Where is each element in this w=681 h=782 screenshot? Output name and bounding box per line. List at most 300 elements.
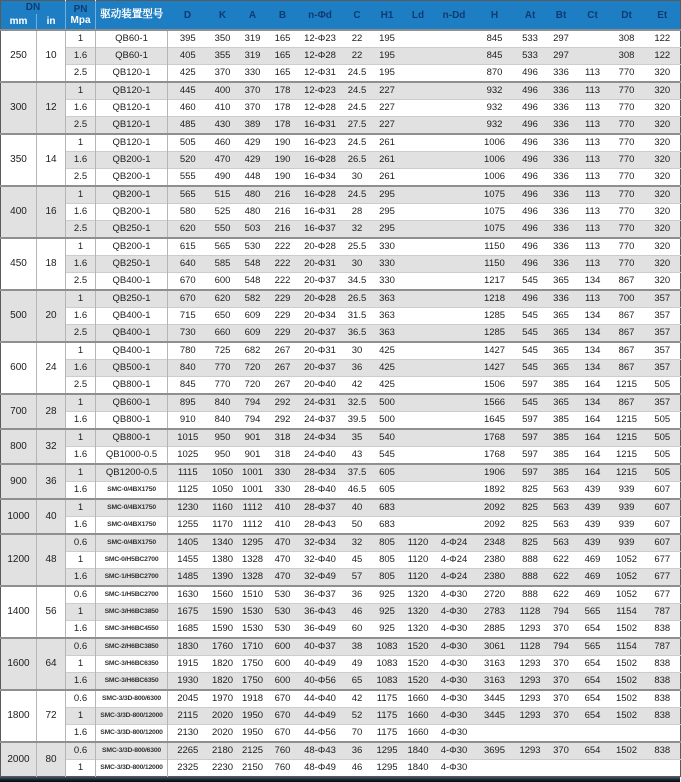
cell-B: 410	[268, 499, 298, 517]
cell-model: QB200-1	[96, 186, 168, 204]
cell-Et: 320	[645, 273, 681, 291]
table-row	[1, 256, 681, 273]
cell-pn: 0.6	[66, 586, 96, 604]
cell-Dt: 770	[609, 117, 645, 135]
cell-model: SMC-1/H5BC2700	[96, 569, 168, 587]
cell-H1: 261	[372, 169, 403, 187]
cell-Ld	[403, 30, 434, 48]
cell-n-Dd: 4-Φ30	[434, 656, 475, 673]
cell-C: 37.5	[343, 464, 372, 482]
cell-H: 3163	[475, 673, 515, 691]
cell-D: 1255	[168, 517, 208, 535]
cell-n-Dd: 4-Φ30	[434, 742, 475, 760]
cell-dn-mm: 350	[1, 134, 37, 186]
cell-C: 42	[343, 377, 372, 395]
cell-model: QB200-1	[96, 204, 168, 221]
table-row	[1, 134, 681, 152]
cell-D: 505	[168, 134, 208, 152]
cell-H: 845	[475, 48, 515, 65]
cell-dn-mm: 1000	[1, 499, 37, 534]
cell-Ld	[403, 290, 434, 308]
cell-Et	[645, 760, 681, 777]
cell-B: 292	[268, 412, 298, 430]
cell-dn-mm: 700	[1, 394, 37, 429]
cell-At: 545	[515, 360, 546, 377]
cell-n-Dd	[434, 447, 475, 465]
cell-C: 42	[343, 690, 372, 708]
cell-B: 470	[268, 569, 298, 587]
cell-At: 1293	[515, 708, 546, 725]
cell-pn: 2.5	[66, 221, 96, 239]
cell-model: SMC-3/H6BC3850	[96, 604, 168, 621]
cell-H: 1768	[475, 447, 515, 465]
cell-B: 216	[268, 221, 298, 239]
cell-Bt: 365	[546, 394, 577, 412]
cell-Bt: 622	[546, 552, 577, 569]
table-row	[1, 152, 681, 169]
cell-n-phi-d: 20-Φ31	[298, 342, 343, 360]
cell-n-phi-d: 32-Φ49	[298, 569, 343, 587]
cell-D: 2130	[168, 725, 208, 743]
cell-pn: 1.6	[66, 204, 96, 221]
cell-K: 515	[208, 186, 238, 204]
cell-H1: 195	[372, 30, 403, 48]
cell-pn: 1	[66, 186, 96, 204]
cell-n-phi-d: 12-Φ28	[298, 100, 343, 117]
cell-K: 1970	[208, 690, 238, 708]
cell-dn-in: 20	[37, 290, 66, 342]
cell-At: 496	[515, 100, 546, 117]
cell-At: 545	[515, 394, 546, 412]
cell-dn-mm: 800	[1, 429, 37, 464]
cell-Ld	[403, 186, 434, 204]
cell-pn: 2.5	[66, 169, 96, 187]
cell-model: SMC-0/H5BC2700	[96, 552, 168, 569]
cell-K: 1160	[208, 499, 238, 517]
cell-Ld	[403, 394, 434, 412]
cell-Et: 838	[645, 708, 681, 725]
cell-D: 715	[168, 308, 208, 325]
cell-H1: 805	[372, 569, 403, 587]
cell-Ct: 654	[577, 742, 609, 760]
cell-B: 670	[268, 690, 298, 708]
cell-Et: 787	[645, 604, 681, 621]
cell-H: 3695	[475, 742, 515, 760]
cell-A: 480	[238, 186, 268, 204]
cell-Dt: 770	[609, 186, 645, 204]
cell-Ld: 1120	[403, 534, 434, 552]
cell-n-phi-d: 28-Φ37	[298, 499, 343, 517]
cell-n-phi-d: 48-Φ43	[298, 742, 343, 760]
table-row	[1, 100, 681, 117]
cell-B: 330	[268, 482, 298, 500]
cell-C: 35	[343, 429, 372, 447]
cell-Dt: 1052	[609, 569, 645, 587]
cell-A: 448	[238, 169, 268, 187]
cell-n-Dd	[434, 152, 475, 169]
cell-Ld: 1320	[403, 586, 434, 604]
cell-n-Dd: 4-Φ30	[434, 586, 475, 604]
cell-dn-in: 12	[37, 82, 66, 134]
cell-H1: 227	[372, 82, 403, 100]
cell-Ct	[577, 760, 609, 777]
cell-B: 470	[268, 552, 298, 569]
cell-n-phi-d: 24-Φ34	[298, 429, 343, 447]
cell-H1: 545	[372, 447, 403, 465]
cell-dn-in: 32	[37, 429, 66, 464]
cell-At: 496	[515, 169, 546, 187]
cell-n-Dd: 4-Φ24	[434, 552, 475, 569]
cell-B: 530	[268, 586, 298, 604]
cell-Ct: 654	[577, 690, 609, 708]
cell-Et: 505	[645, 429, 681, 447]
cell-Dt: 308	[609, 30, 645, 48]
cell-K: 2020	[208, 708, 238, 725]
cell-H	[475, 725, 515, 743]
cell-Ld	[403, 221, 434, 239]
cell-K: 840	[208, 394, 238, 412]
cell-K: 490	[208, 169, 238, 187]
cell-Bt: 370	[546, 690, 577, 708]
cell-A: 319	[238, 30, 268, 48]
cell-Ct: 134	[577, 360, 609, 377]
cell-C: 24.5	[343, 134, 372, 152]
cell-n-phi-d: 16-Φ23	[298, 134, 343, 152]
col-header-Ld: Ld	[403, 1, 434, 31]
cell-H1: 425	[372, 360, 403, 377]
cell-B: 165	[268, 65, 298, 83]
cell-n-phi-d: 24-Φ37	[298, 412, 343, 430]
cell-Bt: 563	[546, 517, 577, 535]
cell-model: QB800-1	[96, 429, 168, 447]
cell-model: QB400-1	[96, 342, 168, 360]
cell-dn-mm: 900	[1, 464, 37, 499]
cell-n-phi-d: 36-Φ43	[298, 604, 343, 621]
cell-K: 950	[208, 429, 238, 447]
cell-H1: 261	[372, 152, 403, 169]
cell-Dt: 867	[609, 308, 645, 325]
table-row	[1, 464, 681, 482]
cell-model: SMC-3/3D-800/6300	[96, 742, 168, 760]
cell-D: 395	[168, 30, 208, 48]
cell-Ct: 113	[577, 100, 609, 117]
cell-Et: 838	[645, 673, 681, 691]
cell-C: 46	[343, 604, 372, 621]
cell-K: 355	[208, 48, 238, 65]
cell-B: 470	[268, 534, 298, 552]
cell-n-Dd	[434, 117, 475, 135]
cell-n-phi-d: 16-Φ28	[298, 186, 343, 204]
cell-At: 825	[515, 499, 546, 517]
table-row	[1, 117, 681, 135]
cell-D: 1485	[168, 569, 208, 587]
cell-B: 229	[268, 325, 298, 343]
cell-K: 550	[208, 221, 238, 239]
table-row	[1, 169, 681, 187]
cell-A: 429	[238, 134, 268, 152]
cell-pn: 2.5	[66, 325, 96, 343]
cell-pn: 2.5	[66, 377, 96, 395]
cell-A: 1530	[238, 604, 268, 621]
table-row	[1, 690, 681, 708]
cell-C: 45	[343, 552, 372, 569]
table-row	[1, 586, 681, 604]
cell-D: 2265	[168, 742, 208, 760]
cell-D: 730	[168, 325, 208, 343]
cell-model: SMC-0/4BX1750	[96, 517, 168, 535]
cell-C: 40	[343, 499, 372, 517]
table-row	[1, 221, 681, 239]
cell-K: 770	[208, 360, 238, 377]
cell-B: 222	[268, 238, 298, 256]
cell-n-phi-d: 12-Φ23	[298, 82, 343, 100]
cell-Ld	[403, 429, 434, 447]
cell-C: 36	[343, 360, 372, 377]
cell-pn: 2.5	[66, 65, 96, 83]
cell-At: 597	[515, 429, 546, 447]
cell-H1: 925	[372, 604, 403, 621]
cell-Ld	[403, 152, 434, 169]
col-header-K: K	[208, 1, 238, 31]
cell-Ld: 1120	[403, 569, 434, 587]
cell-Dt: 1215	[609, 447, 645, 465]
cell-n-Dd	[434, 429, 475, 447]
cell-H: 1217	[475, 273, 515, 291]
cell-K: 1560	[208, 586, 238, 604]
cell-At: 1293	[515, 656, 546, 673]
cell-Bt: 336	[546, 100, 577, 117]
cell-A: 1112	[238, 517, 268, 535]
cell-K: 1760	[208, 638, 238, 656]
cell-Dt: 770	[609, 82, 645, 100]
cell-Et: 357	[645, 394, 681, 412]
cell-Dt	[609, 760, 645, 777]
cell-Bt: 336	[546, 256, 577, 273]
cell-Dt: 939	[609, 482, 645, 500]
cell-n-phi-d: 20-Φ28	[298, 238, 343, 256]
cell-K: 725	[208, 342, 238, 360]
cell-A: 1950	[238, 708, 268, 725]
cell-At: 888	[515, 569, 546, 587]
cell-Bt: 365	[546, 325, 577, 343]
cell-D: 460	[168, 100, 208, 117]
cell-n-phi-d: 16-Φ28	[298, 152, 343, 169]
cell-K: 660	[208, 325, 238, 343]
cell-Ld	[403, 482, 434, 500]
cell-H: 3061	[475, 638, 515, 656]
cell-Dt: 1215	[609, 377, 645, 395]
cell-H1: 1175	[372, 690, 403, 708]
cell-n-Dd: 4-Φ30	[434, 621, 475, 639]
cell-H1: 425	[372, 342, 403, 360]
cell-Et: 320	[645, 256, 681, 273]
cell-n-Dd	[434, 238, 475, 256]
cell-A: 1918	[238, 690, 268, 708]
cell-pn: 1.6	[66, 100, 96, 117]
cell-pn: 1.6	[66, 360, 96, 377]
cell-K: 1590	[208, 604, 238, 621]
cell-B: 267	[268, 342, 298, 360]
cell-C: 30	[343, 256, 372, 273]
cell-H	[475, 760, 515, 777]
table-row	[1, 48, 681, 65]
cell-At: 545	[515, 325, 546, 343]
cell-C: 24.5	[343, 82, 372, 100]
cell-A: 1001	[238, 464, 268, 482]
cell-Bt: 370	[546, 708, 577, 725]
cell-Et: 838	[645, 656, 681, 673]
cell-C: 70	[343, 725, 372, 743]
cell-dn-in: 24	[37, 342, 66, 394]
cell-Bt: 365	[546, 360, 577, 377]
cell-H: 2380	[475, 569, 515, 587]
cell-Et: 677	[645, 552, 681, 569]
cut-off-row-edge	[0, 777, 680, 782]
cell-Et: 357	[645, 308, 681, 325]
cell-pn: 1	[66, 342, 96, 360]
cell-A: 2125	[238, 742, 268, 760]
cell-model: QB250-1	[96, 221, 168, 239]
cell-Bt: 365	[546, 342, 577, 360]
cell-pn: 0.6	[66, 638, 96, 656]
cell-C: 65	[343, 673, 372, 691]
cell-n-Dd	[434, 290, 475, 308]
cell-A: 1750	[238, 673, 268, 691]
cell-C: 38	[343, 638, 372, 656]
cell-model: SMC-3/3D-800/6300	[96, 690, 168, 708]
cell-H1: 295	[372, 204, 403, 221]
cell-Et: 677	[645, 586, 681, 604]
cell-K: 400	[208, 82, 238, 100]
cell-Dt: 770	[609, 65, 645, 83]
cell-Ld: 1320	[403, 621, 434, 639]
cell-n-phi-d: 32-Φ34	[298, 534, 343, 552]
cell-A: 609	[238, 325, 268, 343]
cell-pn: 1.6	[66, 412, 96, 430]
cell-B: 222	[268, 256, 298, 273]
cell-n-phi-d: 20-Φ37	[298, 360, 343, 377]
cell-H1: 330	[372, 256, 403, 273]
cell-C: 49	[343, 656, 372, 673]
cell-Et: 838	[645, 690, 681, 708]
cell-A: 2150	[238, 760, 268, 777]
cell-Ct: 113	[577, 256, 609, 273]
table-body	[1, 30, 681, 777]
cell-A: 1510	[238, 586, 268, 604]
cell-D: 2045	[168, 690, 208, 708]
cell-model: QB120-1	[96, 82, 168, 100]
cell-n-Dd: 4-Φ30	[434, 673, 475, 691]
cell-At: 496	[515, 221, 546, 239]
cell-Et: 320	[645, 204, 681, 221]
cell-Ld	[403, 447, 434, 465]
cell-K: 2180	[208, 742, 238, 760]
cell-Bt: 336	[546, 186, 577, 204]
table-row	[1, 342, 681, 360]
cell-Et: 677	[645, 569, 681, 587]
table-row	[1, 394, 681, 412]
cell-A: 370	[238, 100, 268, 117]
cell-Ld	[403, 169, 434, 187]
cell-Ct: 134	[577, 342, 609, 360]
cell-Bt: 336	[546, 238, 577, 256]
cell-n-Dd	[434, 342, 475, 360]
cell-C: 46.5	[343, 482, 372, 500]
cell-Et: 357	[645, 342, 681, 360]
cell-Dt: 1052	[609, 552, 645, 569]
cell-Dt: 308	[609, 48, 645, 65]
cell-A: 330	[238, 65, 268, 83]
cell-D: 2115	[168, 708, 208, 725]
cell-Ld	[403, 308, 434, 325]
cell-Et: 787	[645, 638, 681, 656]
cell-n-phi-d: 40-Φ56	[298, 673, 343, 691]
cell-K: 840	[208, 412, 238, 430]
col-header-Bt: Bt	[546, 1, 577, 31]
cell-Dt: 1502	[609, 656, 645, 673]
cell-n-phi-d: 16-Φ31	[298, 204, 343, 221]
cell-model: QB1000-0.5	[96, 447, 168, 465]
cell-Bt: 370	[546, 742, 577, 760]
cell-A: 794	[238, 394, 268, 412]
cell-Ld: 1660	[403, 708, 434, 725]
cell-model: SMC-2/H6BC3850	[96, 638, 168, 656]
cell-At: 496	[515, 65, 546, 83]
cell-C: 27.5	[343, 117, 372, 135]
cell-Et: 122	[645, 30, 681, 48]
cell-n-Dd: 4-Φ30	[434, 638, 475, 656]
cell-Bt: 336	[546, 134, 577, 152]
cell-H1: 195	[372, 65, 403, 83]
cell-Ct: 113	[577, 65, 609, 83]
cell-Ct: 134	[577, 325, 609, 343]
cell-K: 470	[208, 152, 238, 169]
cell-Ld	[403, 412, 434, 430]
cell-A: 1295	[238, 534, 268, 552]
cell-Dt: 1502	[609, 690, 645, 708]
cell-K: 1380	[208, 552, 238, 569]
cell-D: 1025	[168, 447, 208, 465]
table-row	[1, 708, 681, 725]
table-row	[1, 604, 681, 621]
cell-n-phi-d: 44-Φ56	[298, 725, 343, 743]
cell-C: 34.5	[343, 273, 372, 291]
cell-D: 405	[168, 48, 208, 65]
cell-n-phi-d: 32-Φ40	[298, 552, 343, 569]
cell-K: 525	[208, 204, 238, 221]
cell-A: 1112	[238, 499, 268, 517]
cell-H: 2092	[475, 499, 515, 517]
cell-A: 1750	[238, 656, 268, 673]
cell-pn: 1	[66, 290, 96, 308]
cell-n-phi-d: 40-Φ49	[298, 656, 343, 673]
cell-B: 178	[268, 117, 298, 135]
cell-model: QB600-1	[96, 394, 168, 412]
col-header-mpa-label: Mpa	[70, 15, 91, 26]
cell-n-Dd: 4-Φ30	[434, 725, 475, 743]
cell-A: 1530	[238, 621, 268, 639]
cell-Ct	[577, 48, 609, 65]
cell-pn: 2.5	[66, 273, 96, 291]
cell-H1: 363	[372, 308, 403, 325]
cell-model: SMC-3/H6BC6350	[96, 656, 168, 673]
cell-Ld: 1840	[403, 760, 434, 777]
table-row	[1, 82, 681, 100]
cell-n-phi-d: 12-Φ31	[298, 65, 343, 83]
cell-Bt: 370	[546, 673, 577, 691]
cell-Dt: 770	[609, 134, 645, 152]
cell-A: 720	[238, 377, 268, 395]
